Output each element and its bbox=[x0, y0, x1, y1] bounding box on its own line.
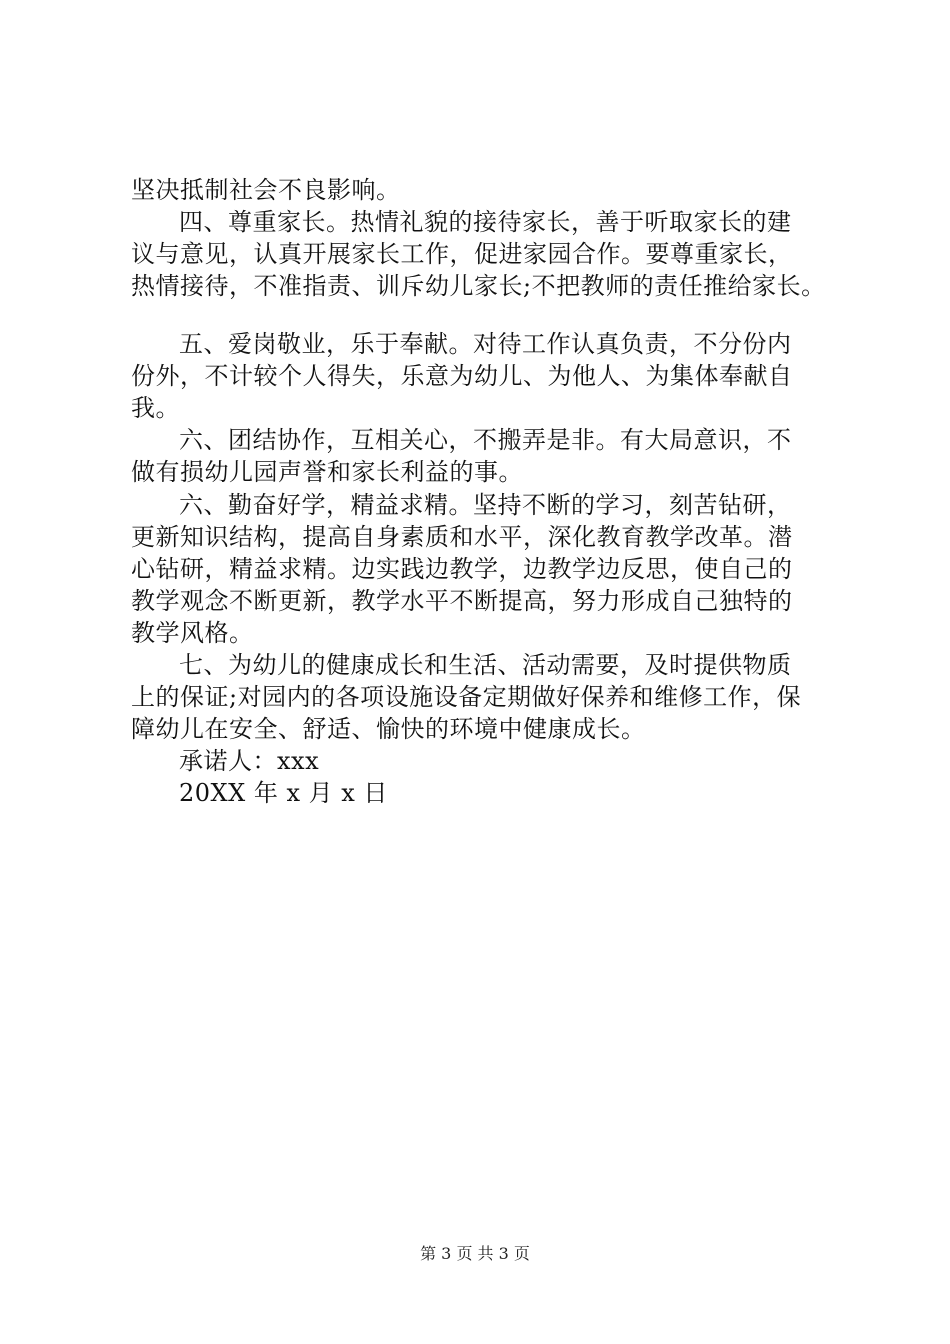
paragraph-line: 障幼儿在安全、舒适、愉快的环境中健康成长。 bbox=[131, 715, 646, 743]
paragraph-line: 议与意见，认真开展家长工作，促进家园合作。要尊重家长， bbox=[131, 240, 793, 268]
paragraph-line: 四、尊重家长。热情礼貌的接待家长，善于听取家长的建 bbox=[179, 208, 792, 236]
paragraph-line: 坚决抵制社会不良影响。 bbox=[131, 176, 401, 204]
paragraph-line: 五、爱岗敬业，乐于奉献。对待工作认真负责，不分份内 bbox=[179, 330, 792, 358]
paragraph-line: 教学风格。 bbox=[131, 619, 254, 647]
paragraph-line: 七、为幼儿的健康成长和生活、活动需要，及时提供物质 bbox=[179, 651, 792, 679]
paragraph-line: 六、团结协作，互相关心，不搬弄是非。有大局意识，不 bbox=[179, 426, 792, 454]
paragraph-line: 份外，不计较个人得失，乐意为幼儿、为他人、为集体奉献自 bbox=[131, 362, 793, 390]
signatory-line: 承诺人：xxx bbox=[179, 747, 320, 775]
paragraph-line: 我。 bbox=[131, 394, 180, 422]
paragraph-line: 心钻研，精益求精。边实践边教学，边教学边反思，使自己的 bbox=[131, 555, 793, 583]
paragraph-line: 教学观念不断更新，教学水平不断提高，努力形成自己独特的 bbox=[131, 587, 793, 615]
paragraph-line: 做有损幼儿园声誉和家长利益的事。 bbox=[131, 458, 523, 486]
paragraph-line: 更新知识结构，提高自身素质和水平，深化教育教学改革。潜 bbox=[131, 523, 793, 551]
paragraph-line: 上的保证;对园内的各项设施设备定期做好保养和维修工作，保 bbox=[131, 683, 802, 711]
date-line: 20XX 年 x 月 x 日 bbox=[179, 779, 388, 807]
paragraph-line: 六、勤奋好学，精益求精。坚持不断的学习，刻苦钻研， bbox=[179, 491, 792, 519]
paragraph-line: 热情接待，不准指责、训斥幼儿家长;不把教师的责任推给家长。 bbox=[131, 272, 826, 300]
page-number: 第 3 页 共 3 页 bbox=[420, 1244, 530, 1263]
